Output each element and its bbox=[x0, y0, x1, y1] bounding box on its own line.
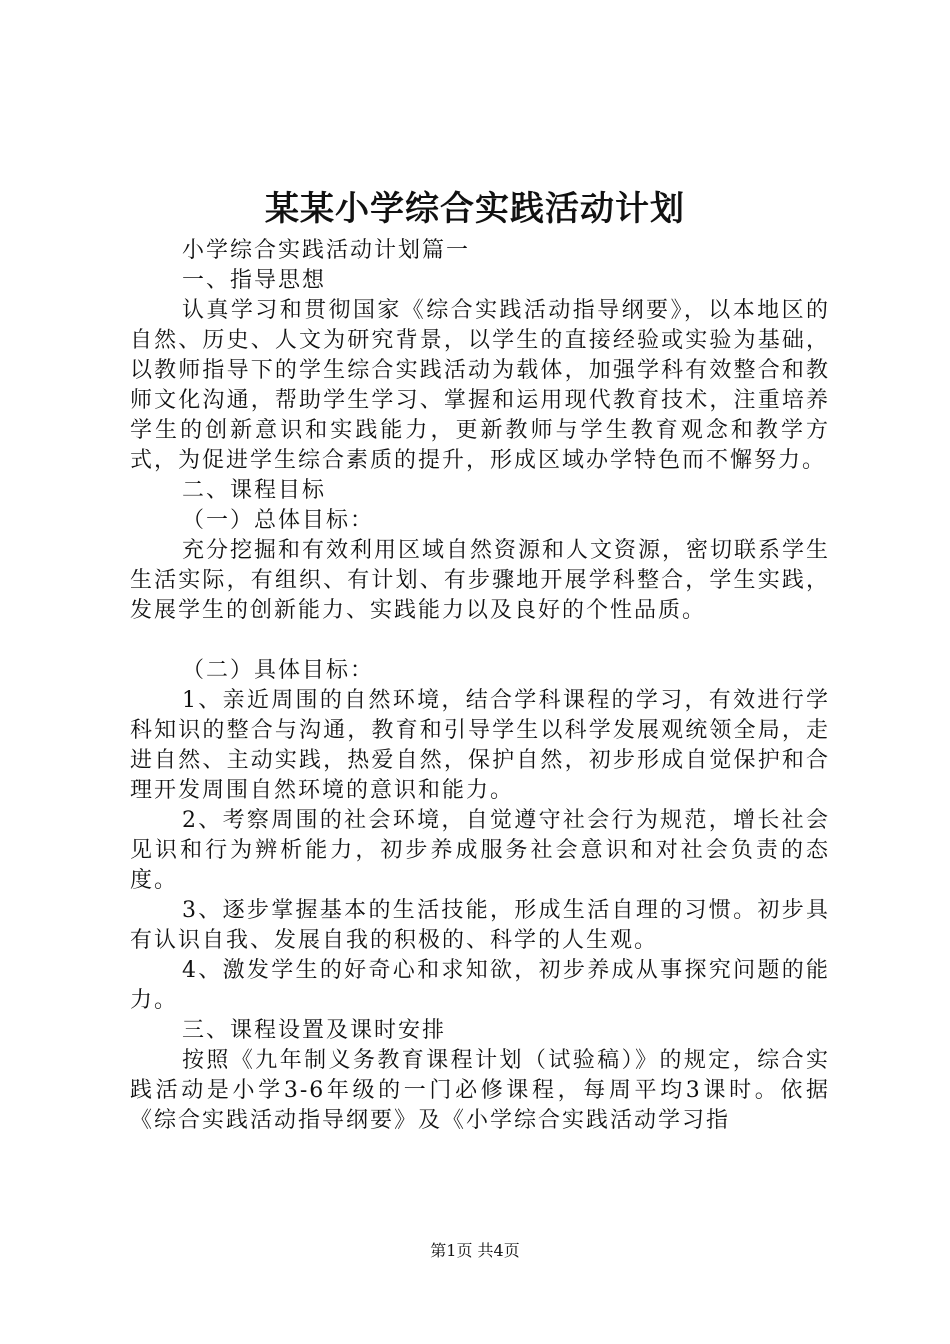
paragraph-spacer bbox=[130, 626, 830, 656]
section-heading-guiding-thought: 一、指导思想 bbox=[182, 268, 327, 293]
paragraph-guiding-thought: 认真学习和贯彻国家《综合实践活动指导纲要》，以本地区的自然、历史、人文为研究背景，以学生的直接经验或实验为基础，以教师指导下的学生综合实践活动为载体，加强学科有效整合和教师文化沟通，帮助学生学习、掌握和运用现代教育技术，注重培养学生的创新意识和实践能力，更新教师与学生教育观念和教学方式，为促进学生综合素质的提升，形成区域办学特色而不懈努力。 bbox=[130, 298, 830, 473]
paragraph-course-schedule: 按照《九年制义务教育课程计划（试验稿）》的规定，综合实践活动是小学3-6年级的一门必修课程，每周平均3课时。依据《综合实践活动指导纲要》及《小学综合实践活动学习指 bbox=[130, 1048, 830, 1133]
list-item-goal-2: 2、考察周围的社会环境，自觉遵守社会行为规范，增长社会见识和行为辨析能力，初步养成服务社会意识和对社会负责的态度。 bbox=[130, 808, 830, 893]
page-number-footer: 第1页 共4页 bbox=[430, 1241, 520, 1260]
document-subtitle: 小学综合实践活动计划篇一 bbox=[182, 238, 471, 263]
subheading-overall-goal: （一）总体目标： bbox=[182, 508, 375, 533]
list-item-goal-3: 3、逐步掌握基本的生活技能，形成生活自理的习惯。初步具有认识自我、发展自我的积极的、科学的人生观。 bbox=[130, 898, 830, 953]
list-item-goal-1: 1、亲近周围的自然环境，结合学科课程的学习，有效进行学科知识的整合与沟通，教育和引导学生以科学发展观统领全局，走进自然、主动实践，热爱自然，保护自然，初步形成自觉保护和合理开发周围自然环境的意识和能力。 bbox=[130, 688, 830, 803]
paragraph-overall-goal: 充分挖掘和有效利用区域自然资源和人文资源，密切联系学生生活实际，有组织、有计划、有步骤地开展学科整合，学生实践，发展学生的创新能力、实践能力以及良好的个性品质。 bbox=[130, 538, 831, 623]
section-heading-course-schedule: 三、课程设置及课时安排 bbox=[182, 1018, 447, 1043]
document-body bbox=[130, 236, 830, 1136]
list-item-goal-4: 4、激发学生的好奇心和求知欲，初步养成从事探究问题的能力。 bbox=[130, 958, 830, 1013]
subheading-specific-goals: （二）具体目标： bbox=[182, 658, 375, 683]
section-heading-course-goals: 二、课程目标 bbox=[182, 478, 327, 503]
document-title: 某某小学综合实践活动计划 bbox=[265, 189, 685, 229]
